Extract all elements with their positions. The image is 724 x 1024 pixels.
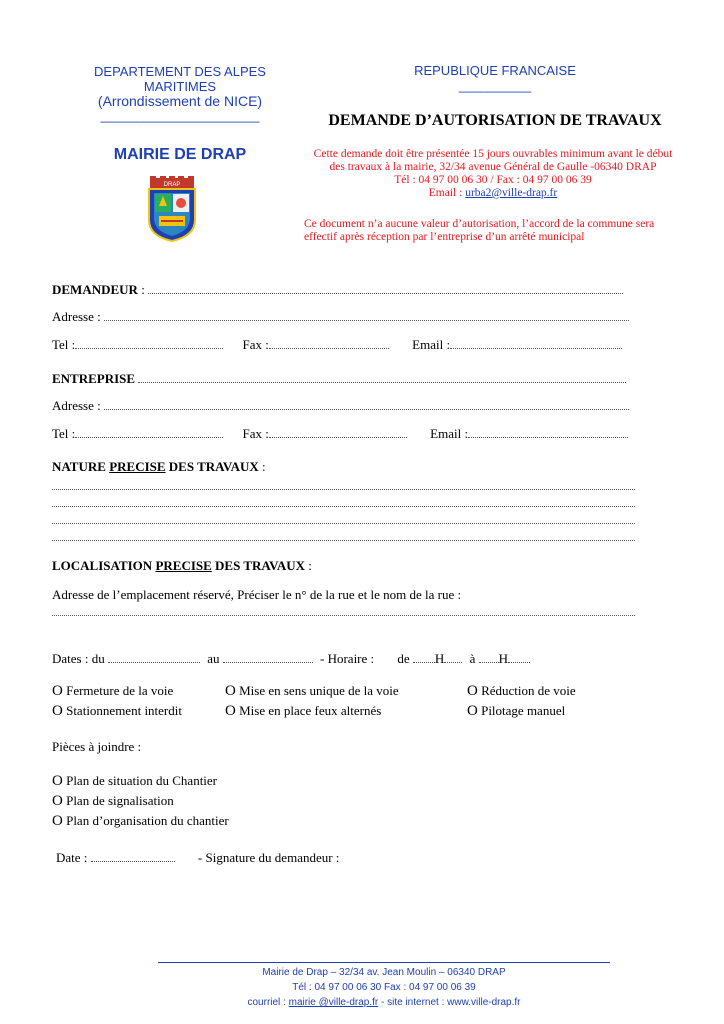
option-reduction-label: Réduction de voie [481, 683, 576, 698]
dates-horaire: - Horaire : [320, 651, 375, 666]
dates-de: de [397, 651, 410, 666]
demandeur-adresse-label: Adresse : [52, 309, 101, 324]
option-pilotage[interactable] [467, 703, 565, 720]
dates-au: au [207, 651, 220, 666]
demandeur-email-label: Email : [412, 337, 451, 352]
footer [158, 965, 610, 1010]
piece-situation-label: Plan de situation du Chantier [66, 773, 218, 788]
hour-end-field[interactable] [479, 650, 499, 663]
minute-end-field[interactable] [508, 650, 530, 663]
option-circle-icon: O [52, 793, 63, 809]
republique-label: REPUBLIQUE FRANCAISE [414, 63, 576, 78]
piece-organisation-label: Plan d’organisation du chantier [66, 813, 229, 828]
nature-heading-part2: PRECISE [109, 459, 166, 474]
option-circle-icon: O [52, 773, 63, 789]
footer-contact [158, 995, 610, 1010]
option-stationnement[interactable] [52, 703, 182, 720]
option-circle-icon: O [467, 703, 478, 719]
republique-rule: __________ [458, 78, 532, 93]
entreprise-adresse-row [52, 397, 629, 414]
dates-row [52, 650, 530, 667]
hour-start-field[interactable] [413, 650, 435, 663]
option-circle-icon: O [467, 683, 478, 699]
entreprise-adresse-label: Adresse : [52, 398, 101, 413]
localisation-instruction: Adresse de l’emplacement réservé, Préciser le n° de la rue et le nom de la rue : [52, 587, 462, 602]
notice-line-3: Tél : 04 97 00 06 30 / Fax : 04 97 00 06 39 [394, 174, 592, 186]
svg-text:DRAP: DRAP [163, 182, 181, 188]
entreprise-email-field[interactable] [468, 425, 628, 438]
entreprise-fax-field[interactable] [269, 425, 407, 438]
nature-lines [52, 476, 635, 541]
entreprise-label: ENTREPRISE [52, 371, 136, 386]
demandeur-adresse-field[interactable] [104, 308, 629, 321]
demandeur-row [52, 281, 623, 298]
footer-website: - site internet : www.ville-drap.fr [378, 997, 521, 1008]
option-feux[interactable] [225, 703, 381, 720]
pieces-label: Pièces à joindre : [52, 739, 142, 754]
piece-signalisation[interactable] [52, 793, 174, 810]
entreprise-row [52, 370, 626, 387]
localisation-heading-sep: : [305, 558, 312, 573]
demandeur-email-field[interactable] [450, 336, 622, 349]
nature-line-4[interactable] [52, 524, 635, 541]
option-circle-icon: O [52, 813, 63, 829]
entreprise-tel-field[interactable] [75, 425, 223, 438]
department-line-3: (Arrondissement de NICE) [97, 93, 263, 109]
demandeur-sep: : [137, 282, 145, 297]
localisation-heading-part2: PRECISE [155, 558, 212, 573]
notice-line-2: des travaux à la mairie, 32/34 avenue Général de Gaulle -06340 DRAP [329, 161, 657, 173]
nature-line-3[interactable] [52, 507, 635, 524]
dates-h1: H [434, 651, 445, 666]
demandeur-adresse-row [52, 308, 629, 325]
submission-notice [298, 148, 688, 200]
department-rule: ______________________ [100, 108, 260, 123]
footer-email-link[interactable]: mairie @ville-drap.fr [288, 997, 379, 1008]
department-line-1: DEPARTEMENT DES ALPES [94, 64, 266, 79]
entreprise-fax-label: Fax : [242, 426, 269, 441]
dates-a: à [469, 651, 476, 666]
entreprise-tel-label: Tel : [52, 426, 76, 441]
option-circle-icon: O [225, 683, 236, 699]
entreprise-adresse-field[interactable] [104, 397, 629, 410]
demandeur-fax-field[interactable] [269, 336, 389, 349]
nature-heading-part1: NATURE [52, 459, 110, 474]
warning-notice [304, 218, 694, 244]
signature-date-label: Date : [56, 850, 88, 865]
mairie-title: MAIRIE DE DRAP [113, 146, 247, 163]
email-link[interactable]: urba2@ville-drap.fr [465, 187, 558, 199]
option-fermeture-label: Fermeture de la voie [66, 683, 174, 698]
minute-start-field[interactable] [444, 650, 462, 663]
dates-h2: H [498, 651, 508, 666]
option-sens-unique[interactable] [225, 683, 399, 700]
department-block [60, 64, 300, 123]
signature-row [56, 849, 339, 866]
localisation-line[interactable] [52, 603, 635, 616]
piece-organisation[interactable] [52, 813, 229, 830]
demandeur-label: DEMANDEUR [52, 282, 138, 297]
notice-line-1: Cette demande doit être présentée 15 jours ouvrables minimum avant le début [313, 148, 673, 160]
localisation-heading [52, 558, 312, 574]
warning-line-1: Ce document n’a aucune valeur d’autorisation, l’accord de la commune sera [304, 218, 655, 230]
option-circle-icon: O [225, 703, 236, 719]
nature-heading-part3: DES TRAVAUX [165, 459, 259, 474]
option-fermeture[interactable] [52, 683, 173, 700]
nature-heading [52, 459, 266, 475]
department-line-2: MARITIMES [143, 79, 217, 94]
option-feux-label: Mise en place feux alternés [239, 703, 382, 718]
nature-line-1[interactable] [52, 476, 635, 490]
footer-address: Mairie de Drap – 32/34 av. Jean Moulin – 06340 DRAP [262, 967, 506, 978]
option-pilotage-label: Pilotage manuel [481, 703, 566, 718]
demandeur-contact-row [52, 336, 622, 353]
entreprise-field[interactable] [138, 370, 626, 383]
republique-block [330, 63, 660, 93]
localisation-heading-part1: LOCALISATION [52, 558, 156, 573]
entreprise-contact-row [52, 425, 628, 442]
option-circle-icon: O [52, 683, 63, 699]
warning-line-2: effectif après réception par l’entreprise d’un arrêté municipal [304, 231, 585, 243]
footer-rule [158, 962, 610, 963]
email-label: Email : [428, 187, 466, 199]
date-end-field[interactable] [223, 650, 313, 663]
footer-phone: Tél : 04 97 00 06 30 Fax : 04 97 00 06 39 [292, 982, 476, 993]
entreprise-email-label: Email : [430, 426, 469, 441]
page-title: DEMANDE D’AUTORISATION DE TRAVAUX [328, 112, 662, 129]
option-sens-unique-label: Mise en sens unique de la voie [239, 683, 399, 698]
notice-email [298, 187, 688, 200]
piece-situation[interactable] [52, 773, 217, 790]
demandeur-tel-field[interactable] [75, 336, 223, 349]
option-circle-icon: O [52, 703, 63, 719]
nature-heading-sep: : [258, 459, 266, 474]
piece-signalisation-label: Plan de signalisation [66, 793, 174, 808]
dates-label: Dates : du [52, 651, 105, 666]
demandeur-tel-label: Tel : [52, 337, 76, 352]
footer-courriel-label: courriel : [247, 997, 289, 1008]
localisation-heading-part3: DES TRAVAUX [211, 558, 305, 573]
option-stationnement-label: Stationnement interdit [66, 703, 182, 718]
demandeur-fax-label: Fax : [242, 337, 269, 352]
nature-line-2[interactable] [52, 490, 635, 507]
date-start-field[interactable] [108, 650, 200, 663]
demandeur-field[interactable] [148, 281, 623, 294]
coat-of-arms-icon [147, 176, 197, 247]
signature-date-field[interactable] [91, 849, 175, 862]
signature-label: - Signature du demandeur : [197, 850, 340, 865]
option-reduction[interactable] [467, 683, 576, 700]
